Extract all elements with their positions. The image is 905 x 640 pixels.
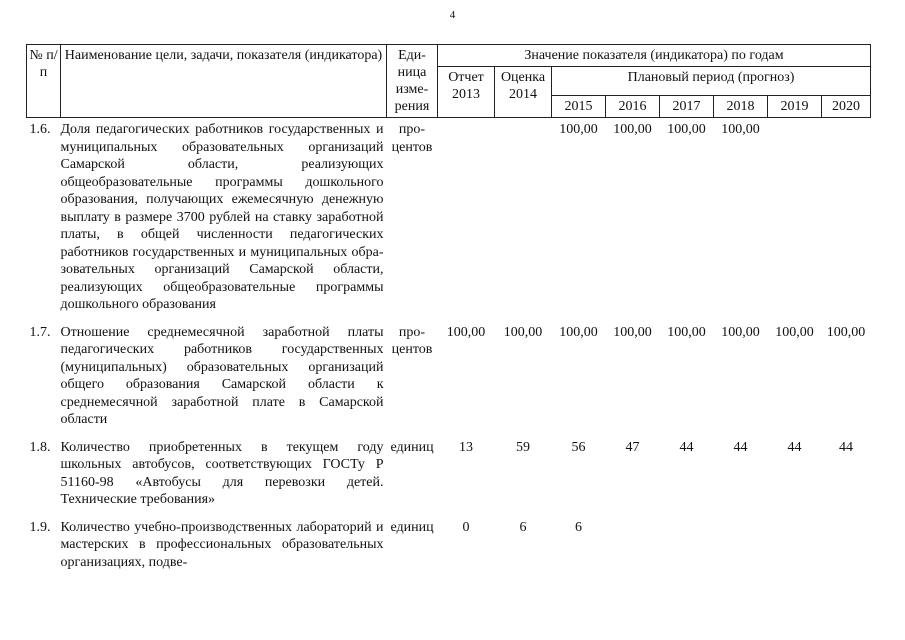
value-cell: 6 [519,519,527,535]
header-estimate: Оценка 2014 [495,67,552,118]
value-cell: 100,00 [667,324,706,340]
header-year: 2020 [822,96,871,118]
value-cell: 100,00 [721,324,760,340]
row-number: 1.6. [29,122,51,137]
value-cell: 13 [459,439,473,455]
header-year: 2019 [768,96,822,118]
header-year: 2018 [714,96,768,118]
table-row [27,118,871,321]
header-num: № п/п [27,45,61,118]
indicator-name: Количество учебно-производственных лабораторий и мастерских в профессиональных образовательных организациях, подве- [60,519,384,570]
value-cell: 100,00 [613,324,652,340]
header-plan: Плановый период (прогноз) [552,67,871,96]
value-cell: 100,00 [559,122,598,137]
value-cell: 44 [839,439,853,455]
value-cell: 59 [516,439,530,455]
header-year: 2017 [660,96,714,118]
value-cell: 56 [571,439,586,455]
row-number: 1.9. [29,519,51,535]
indicator-name: Количество приобретенных в текущем году школьных автобусов, соответствующих ГОСТу Р 51160-98 «Автобусы для перевозки детей. Технические требования» [60,439,384,507]
page-number: 4 [449,9,456,21]
value-cell [822,118,871,321]
value-cell: 100,00 [826,324,866,340]
header-year: 2016 [606,96,660,118]
indicator-unit: единиц [390,519,434,535]
indicator-name: Отношение среднемесячной заработной платы педагогических работников государственных (муниципальных) образовательных организаций общего образования Самарской области к среднемесячной заработной плате в Самарской области [60,324,384,427]
row-number: 1.8. [29,439,51,455]
value-cell: 0 [462,519,470,535]
row-number: 1.7. [29,324,51,340]
header-values: Значение показателя (индикатора) по годам [438,45,871,67]
value-cell [822,516,871,572]
value-cell: 100,00 [775,324,814,340]
header-year: 2015 [552,96,606,118]
value-cell: 100,00 [667,122,706,137]
header-unit: Единица измерения [387,45,438,118]
value-cell: 100,00 [559,324,598,340]
table-row [27,436,871,516]
value-cell: 44 [787,439,802,455]
value-cell: 100,00 [721,122,760,137]
value-cell [714,516,768,572]
header-report: Отчет 2013 [438,67,495,118]
value-cell [438,118,495,321]
indicator-unit: процентов [391,324,433,357]
value-cell: 100,00 [446,324,486,340]
value-cell: 44 [733,439,748,455]
value-cell: 6 [575,519,582,535]
indicators-table [26,44,871,571]
value-cell [606,516,660,572]
indicator-name: Доля педагогических работников государственных и муниципальных образовательных организаций Самарской области, реализующих общеобразовательные программы дошкольного образования, получающих ежемесячную денежную выплату в размере 3700 рублей на ставку заработной платы, в общей численности педагогических работников государственных и муниципальных образовательных организаций Самарской области, реализующих общеобразовательные программы дошкольного образования [60,122,384,312]
value-cell [660,516,714,572]
table-row [27,516,871,572]
header-name: Наименование цели, задачи, показателя (индикатора) [61,45,387,118]
value-cell [768,118,822,321]
value-cell: 100,00 [503,324,543,340]
table-row [27,321,871,436]
indicator-unit: процентов [391,122,433,155]
value-cell [768,516,822,572]
value-cell [495,118,552,321]
value-cell: 47 [625,439,640,455]
value-cell: 100,00 [613,122,652,137]
value-cell: 44 [679,439,694,455]
indicator-unit: единиц [390,439,434,455]
